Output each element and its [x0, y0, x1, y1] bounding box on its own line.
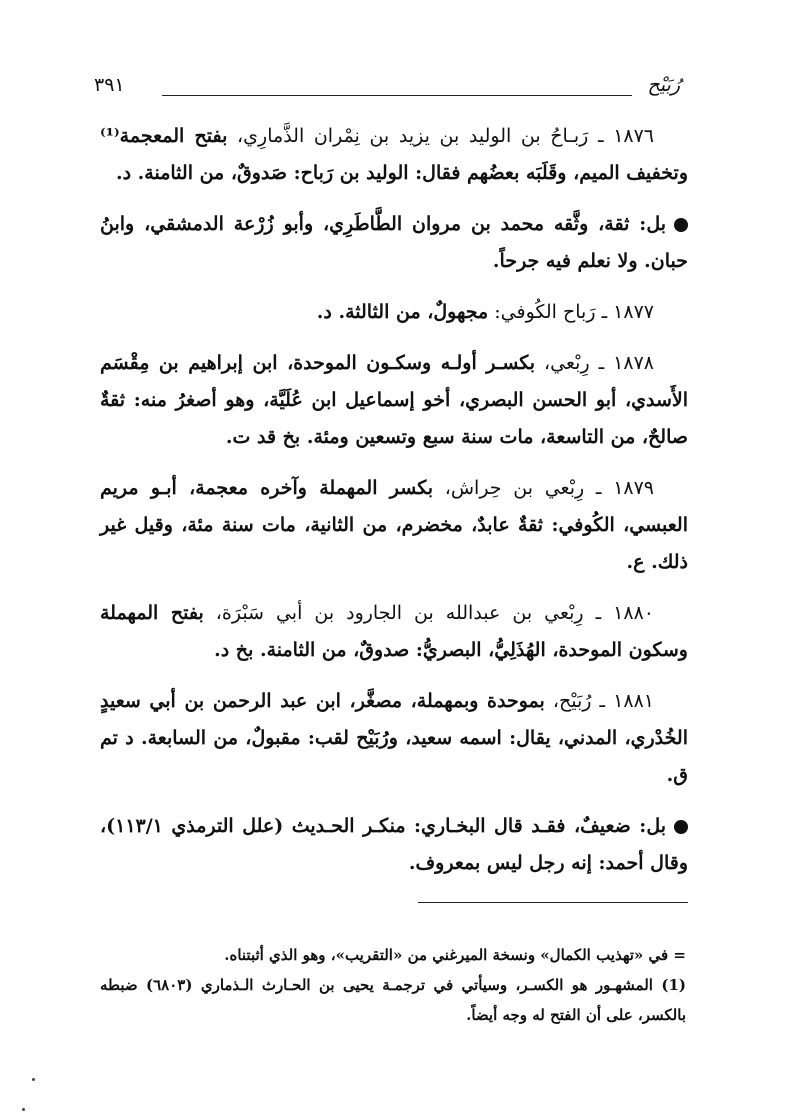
header-rule	[162, 95, 632, 96]
bullet-icon	[674, 820, 688, 834]
entry-text: مجهولٌ، من الثالثة. د.	[316, 301, 489, 323]
entry-1877	[100, 294, 688, 331]
entry-number: ١٨٧٦ ـ	[597, 125, 655, 147]
entry-text: بكسـر أولـه وسكـون الموحدة، ابن إبراهيم بن مِقْسَم الأَسدي، أبو الحسن البصري، أخو إسماعيل ابن عُلَيَّة، وهو أصغرُ منه: ثقةٌ صالحٌ، من التاسعة، مات سنة سبع وتسعين ومئة. بخ قد ت.	[100, 352, 688, 448]
entry-name: رُبَيْح،	[552, 690, 592, 712]
entry-number: ١٨٨٠ ـ	[595, 602, 654, 624]
entry-name: رِبْعي بن حِراش،	[444, 477, 585, 499]
footnote-rule	[418, 902, 688, 903]
entries-body	[100, 118, 688, 896]
entry-1879	[100, 470, 688, 581]
entry-text: بموحدة وبمهملة، مصغَّر، ابن عبد الرحمن بن أبي سعيدٍ الخُدْري، المدني، يقال: اسمه سعيد، ورُبَيْح لقب: مقبولٌ، من السابعة. د تم ق.	[100, 690, 688, 786]
entry-number: ١٨٧٩ ـ	[595, 477, 655, 499]
entry-name: رِبْعي بن عبدالله بن الجارود بن أبي سَبْرَة،	[215, 602, 584, 624]
entry-1881	[100, 683, 688, 794]
entry-number: ١٨٨١ ـ	[599, 690, 654, 712]
comment-1881	[100, 808, 688, 882]
comment-text: بل: ضعيفٌ، فقـد قال البخـاري: منكـر الحـديث (علل الترمذي ١١٣/١)، وقال أحمد: إنه رجل ليس بمعروف.	[100, 815, 688, 874]
entry-name: رَبـاحُ بن الوليد بن يزيد بن نِمْران الذَّمارِي،	[237, 125, 589, 147]
entry-number: ١٨٧٨ ـ	[598, 352, 654, 374]
entry-1876	[100, 118, 688, 192]
bullet-icon	[674, 218, 688, 232]
scan-speck	[32, 1078, 35, 1081]
entry-1878	[100, 345, 688, 456]
comment-text: بل: ثقة، وثَّقه محمد بن مروان الطَّاطَرِي، وأبو زُرْعة الدمشقي، وابنُ حبان. ولا نعلم فيه جرحاً.	[100, 213, 688, 272]
entry-name: رَباح الكُوفي:	[494, 301, 596, 323]
footnote-continuation: = في «تهذيب الكمال» ونسخة الميرغني من «التقريب»، وهو الذي أثبتناه.	[224, 946, 686, 964]
entry-text: بكسر المهملة وآخره معجمة، أبـو مريم العبسي، الكُوفي: ثقةٌ عابدٌ، مخضرم، من الثانية، مات سنة مئة، وقيل غير ذلك. ع.	[100, 477, 688, 573]
running-title: رُبَيْح	[647, 74, 680, 96]
footnote-1: (1) المشهـور هو الكسـر، وسيأتي في ترجمـة يحيى بن الحـارث الـذماري (٦٨٠٣) ضبطه بالكسر، على أن الفتح له وجه أيضاً.	[100, 976, 686, 1024]
entry-name: رِبْعي،	[544, 352, 590, 374]
comment-1876	[100, 206, 688, 280]
entry-number: ١٨٧٧ ـ	[601, 301, 654, 323]
entry-text: بفتح المهملة وسكون الموحدة، الهُذَلِيُّ، البصريُّ: صدوقٌ، من الثامنة. بخ د.	[100, 602, 688, 661]
entry-text: بفتح المعجمة⁽¹⁾ وتخفيف الميم، وقَلَبَه بعضُهم فقال: الوليد بن رَباح: صَدوقٌ، من الثامنة. د.	[100, 125, 688, 184]
entry-1880	[100, 595, 688, 669]
page-header	[94, 74, 680, 104]
footnotes	[100, 940, 686, 1030]
scan-speck	[22, 1108, 25, 1111]
page-number: ٣٩١	[94, 74, 125, 96]
